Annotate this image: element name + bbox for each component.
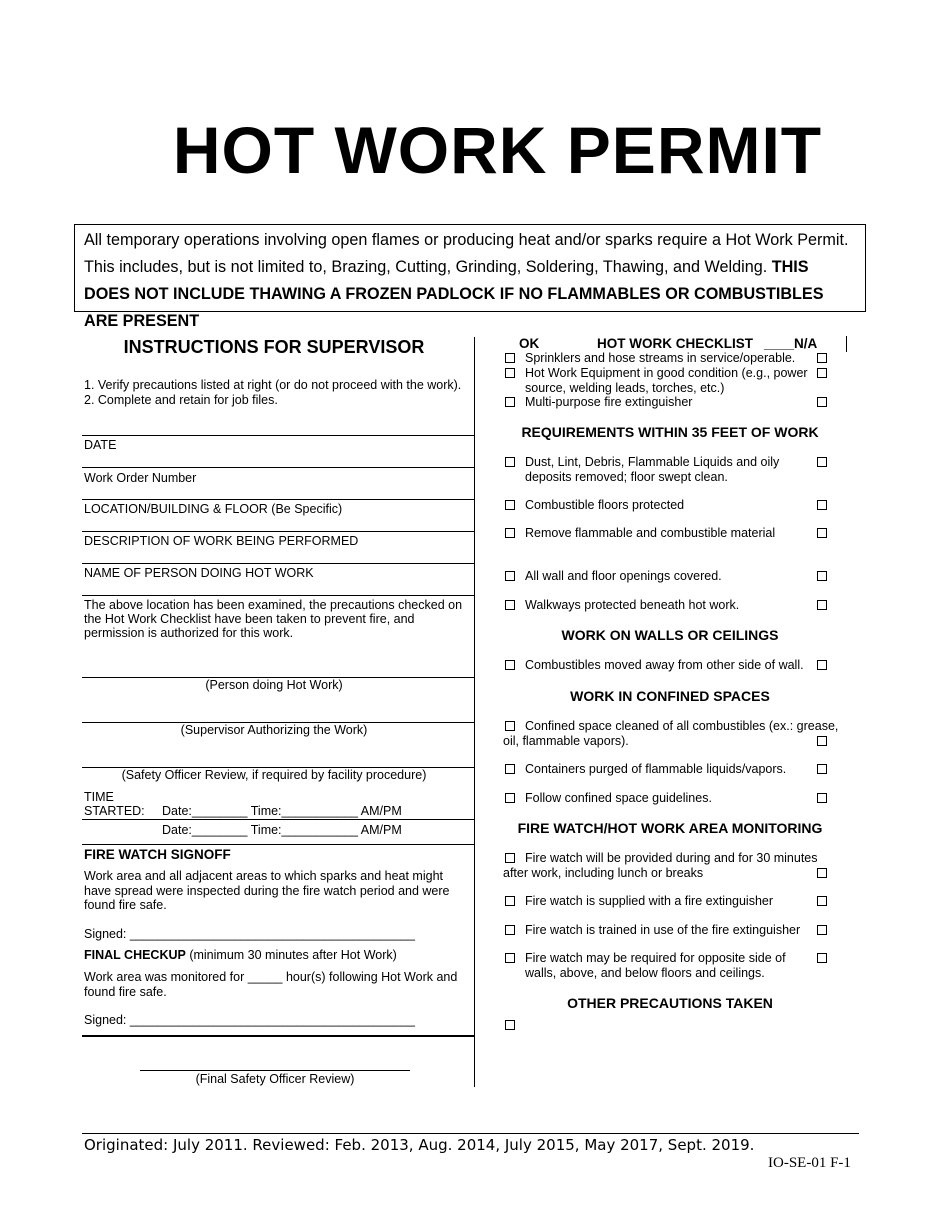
section-35-feet: REQUIREMENTS WITHIN 35 FEET OF WORK [521,424,819,440]
supervisor-heading: INSTRUCTIONS FOR SUPERVISOR [123,337,425,357]
na-checkbox[interactable] [817,571,827,581]
ok-checkbox[interactable] [505,397,515,407]
divider-line [82,595,474,596]
time-label: TIME [84,790,114,804]
corner-tick [846,336,847,352]
checklist-item: Sprinklers and hose streams in service/operable. [525,351,796,365]
ok-checkbox[interactable] [505,953,515,963]
ok-checkbox[interactable] [505,571,515,581]
divider-line [82,499,474,500]
ok-checkbox[interactable] [505,925,515,935]
intro-box [74,224,866,330]
date-field[interactable]: DATE [84,438,117,452]
na-checkbox[interactable] [817,368,827,378]
divider-line [82,563,474,564]
monitored-text[interactable]: Work area was monitored for _____ hour(s) following Hot Work and found fire safe. [84,970,458,999]
fire-watch-signed-field[interactable]: Signed: _________________________________________ [84,927,415,941]
checklist-item: Fire watch is supplied with a fire extinguisher [525,894,774,908]
checklist-heading: HOT WORK CHECKLIST [597,336,753,351]
divider-line [82,844,474,845]
ok-checkbox[interactable] [505,353,515,363]
checklist-item: Fire watch may be required for opposite side of walls, above, and below floors and ceilings. [525,951,786,980]
ok-column-label: OK [519,336,540,351]
checklist-item: All wall and floor openings covered. [525,569,722,583]
na-checkbox[interactable] [817,953,827,963]
ok-checkbox[interactable] [505,896,515,906]
footer-divider [82,1133,859,1134]
person-signature-label: (Person doing Hot Work) [205,678,343,692]
checklist-item: Confined space cleaned of all combustibles (ex.: grease, oil, flammable vapors). [503,719,839,748]
ok-checkbox[interactable] [505,457,515,467]
na-checkbox[interactable] [817,868,827,878]
final-checkup-bold: FINAL CHECKUP [84,948,186,962]
divider-line [82,435,474,436]
location-field[interactable]: LOCATION/BUILDING & FLOOR (Be Specific) [84,502,343,516]
checklist-item: Hot Work Equipment in good condition (e.g., power source, welding leads, torches, etc.) [525,366,808,395]
section-confined-spaces: WORK IN CONFINED SPACES [570,688,770,704]
start-date-time-field[interactable]: Date:________ Time:___________ AM/PM [162,804,402,818]
divider-line-thick [82,1035,474,1037]
final-review-label: (Final Safety Officer Review) [195,1072,355,1086]
authorization-statement: The above location has been examined, the precautions checked on the Hot Work Checklist have been taken to prevent fire, and permission is authorized for this work. [84,598,463,640]
checklist-item: Combustibles moved away from other side of wall. [525,658,804,672]
section-walls-ceilings: WORK ON WALLS OR CEILINGS [561,627,779,643]
instruction-1: 1. Verify precautions listed at right (or do not proceed with the work). [84,378,462,392]
ok-checkbox[interactable] [505,500,515,510]
na-checkbox[interactable] [817,353,827,363]
description-field[interactable]: DESCRIPTION OF WORK BEING PERFORMED [84,534,359,548]
checklist-item: Multi-purpose fire extinguisher [525,395,693,409]
page-title: HOT WORK PERMIT [172,113,823,187]
checklist-item: Combustible floors protected [525,498,685,512]
intro-bold-text: THIS DOES NOT INCLUDE THAWING A FROZEN PADLOCK IF NO FLAMMABLES OR COMBUSTIBLES ARE PRESENT [84,258,824,330]
na-checkbox[interactable] [817,925,827,935]
other-precautions-checkbox[interactable] [505,1020,515,1030]
fire-watch-heading: FIRE WATCH SIGNOFF [84,847,231,862]
na-column-label: ____N/A [764,336,818,351]
divider-line [82,467,474,468]
checklist-item: Fire watch will be provided during and for 30 minutes after work, including lunch or breaks [503,851,818,880]
na-checkbox[interactable] [817,600,827,610]
na-checkbox[interactable] [817,528,827,538]
form-id: IO-SE-01 F-1 [768,1155,851,1171]
person-field[interactable]: NAME OF PERSON DOING HOT WORK [84,566,314,580]
ok-checkbox[interactable] [505,368,515,378]
intro-text: All temporary operations involving open flames or producing heat and/or sparks require a Hot Work Permit. This includes, but is not limited to, Brazing, Cutting, Grinding, Soldering, Thawing, and Welding. [84,231,849,276]
na-checkbox[interactable] [817,457,827,467]
na-checkbox[interactable] [817,764,827,774]
section-other-precautions: OTHER PRECAUTIONS TAKEN [567,995,773,1011]
fire-watch-text: Work area and all adjacent areas to which sparks and heat might have spread were inspected during the fire watch period and were found fire safe. [84,869,450,912]
final-signed-field[interactable]: Signed: _________________________________________ [84,1013,415,1027]
checklist-item: Containers purged of flammable liquids/vapors. [525,762,787,776]
na-checkbox[interactable] [817,397,827,407]
end-date-time-field[interactable]: Date:________ Time:___________ AM/PM [162,823,402,837]
safety-review-label: (Safety Officer Review, if required by facility procedure) [121,768,427,782]
na-checkbox[interactable] [817,793,827,803]
checklist-item: Walkways protected beneath hot work. [525,598,740,612]
ok-checkbox[interactable] [505,600,515,610]
ok-checkbox[interactable] [505,660,515,670]
ok-checkbox[interactable] [505,793,515,803]
started-label: STARTED: [84,804,145,818]
ok-checkbox[interactable] [505,764,515,774]
divider-line [82,531,474,532]
checklist-item: Fire watch is trained in use of the fire extinguisher [525,923,801,937]
na-checkbox[interactable] [817,500,827,510]
final-checkup-label [84,948,397,962]
final-review-signature-line[interactable] [140,1070,410,1071]
section-fire-watch: FIRE WATCH/HOT WORK AREA MONITORING [517,820,823,836]
checklist-item: Follow confined space guidelines. [525,791,712,805]
checklist-item: Remove flammable and combustible material [525,526,776,540]
column-divider [474,337,475,1087]
divider-line [82,819,474,820]
supervisor-signature-label: (Supervisor Authorizing the Work) [180,723,368,737]
na-checkbox[interactable] [817,896,827,906]
checklist-item: Dust, Lint, Debris, Flammable Liquids and oily deposits removed; floor swept clean. [525,455,780,484]
instruction-2: 2. Complete and retain for job files. [84,393,278,407]
ok-checkbox[interactable] [505,528,515,538]
final-checkup-rest: (minimum 30 minutes after Hot Work) [185,948,397,962]
work-order-field[interactable]: Work Order Number [84,471,197,485]
revision-history: Originated: July 2011. Reviewed: Feb. 2013, Aug. 2014, July 2015, May 2017, Sept. 2019. [84,1136,755,1154]
na-checkbox[interactable] [817,660,827,670]
na-checkbox[interactable] [817,736,827,746]
